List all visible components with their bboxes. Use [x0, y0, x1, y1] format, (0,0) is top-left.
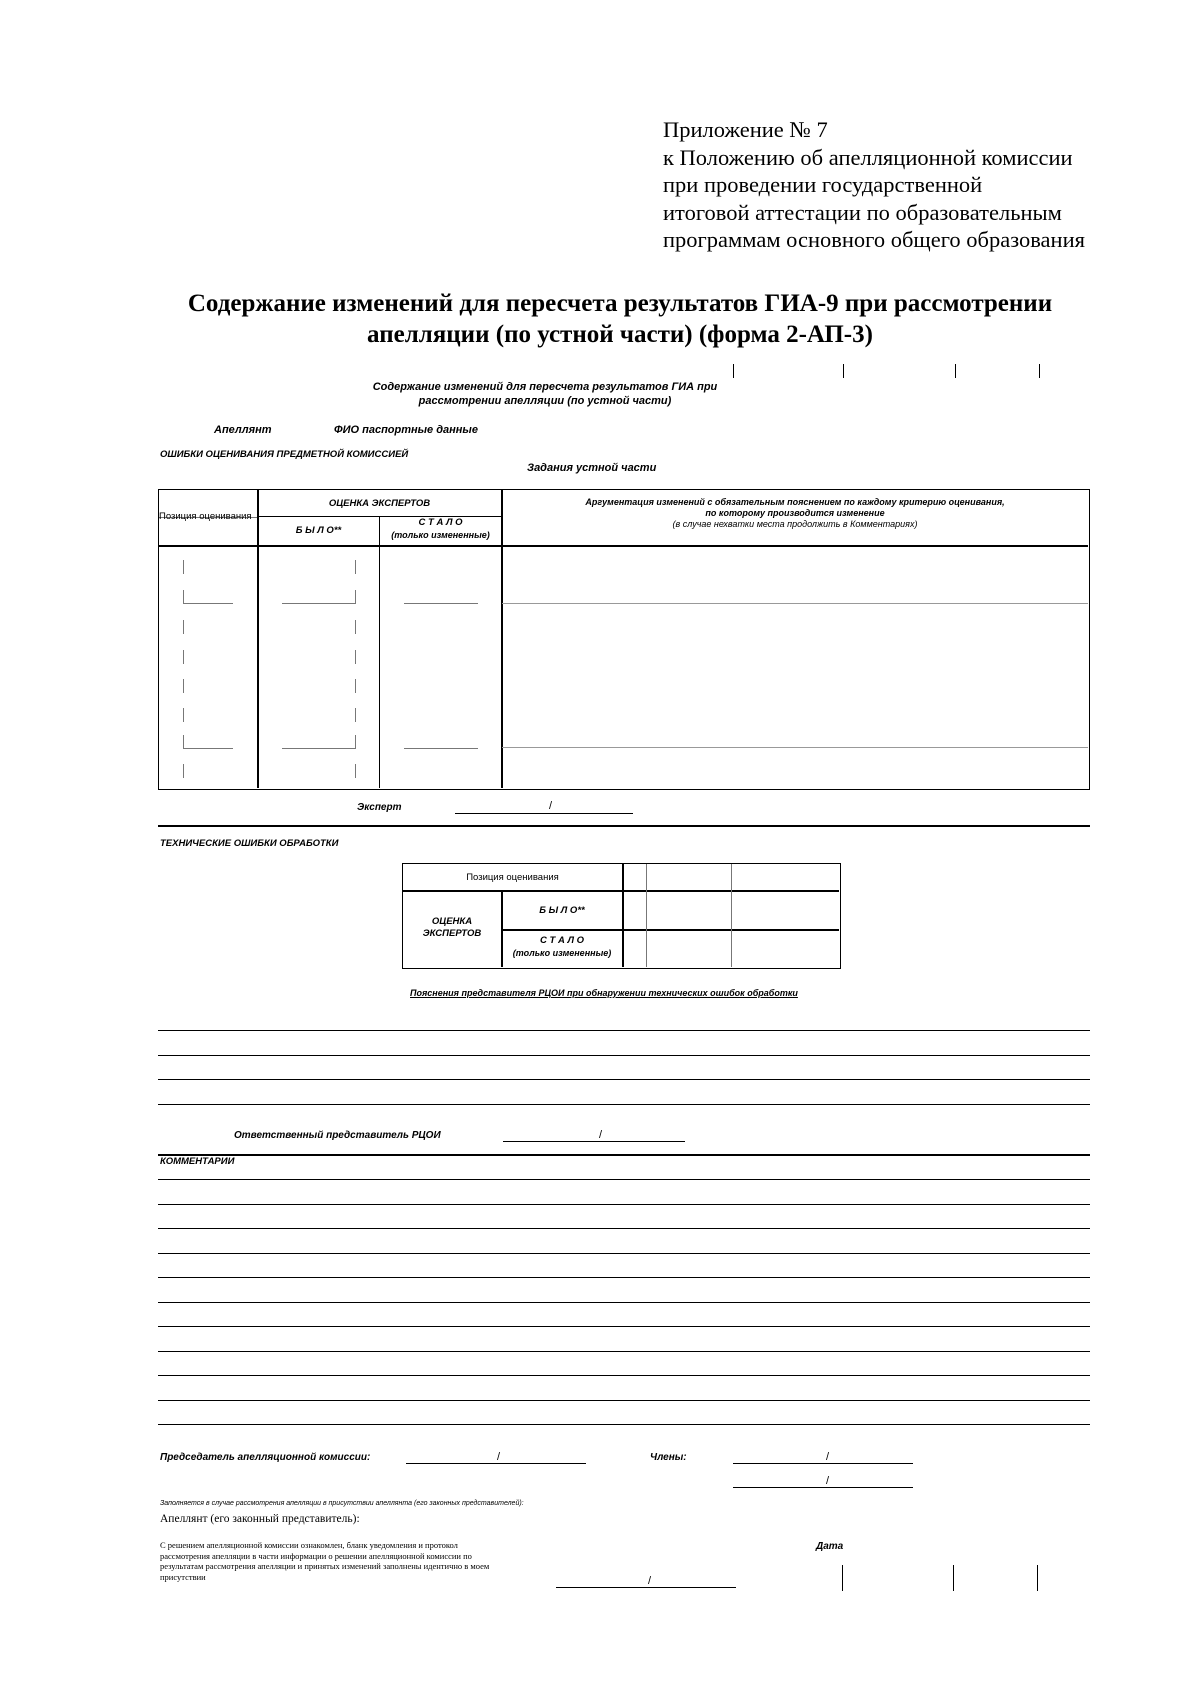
- registration-mark: [1039, 364, 1040, 378]
- appendix-line: итоговой аттестации по образовательным: [663, 199, 1062, 225]
- tasks-heading: Задания устной части: [527, 462, 657, 474]
- table-vline: [501, 490, 503, 788]
- expert-slash: /: [549, 800, 553, 812]
- comment-line[interactable]: [158, 1204, 1090, 1205]
- col-position-header: Позиция оценивания: [159, 510, 252, 522]
- appellant-label: Апеллянт: [214, 424, 272, 436]
- member-slash: /: [826, 1451, 830, 1463]
- col-argument-line-2: по которому производится изменение: [705, 508, 885, 518]
- position-entry-underline: [183, 748, 233, 749]
- appellant-rep-label: Апеллянт (его законный представитель):: [160, 1513, 360, 1525]
- col-was-header: Б Ы Л О**: [295, 524, 342, 536]
- comment-line[interactable]: [158, 1351, 1090, 1352]
- col-became-note: (только измененные): [391, 530, 490, 540]
- document-title: [150, 288, 1090, 350]
- technical-table: [402, 863, 841, 969]
- explanation-line[interactable]: [158, 1030, 1090, 1031]
- comment-line[interactable]: [158, 1400, 1090, 1401]
- appendix-block: [663, 116, 1085, 254]
- rcoi-signature-line[interactable]: [503, 1141, 685, 1142]
- was-entry-mark[interactable]: [355, 560, 356, 574]
- was-entry-mark[interactable]: [355, 764, 356, 778]
- form-heading: [330, 380, 760, 408]
- consent-signature-line[interactable]: [556, 1587, 736, 1588]
- col-argument-header: [502, 497, 1088, 530]
- fill-note: Заполняется в случае рассмотрения апелляции в присутствии апеллянта (его законных представителей):: [160, 1500, 524, 1507]
- table2-vline: [731, 864, 732, 967]
- col-argument-line-1: Аргументация изменений с обязательным пояснением по каждому критерию оценивания,: [585, 497, 1005, 507]
- table-vline: [379, 516, 380, 788]
- date-field-mark[interactable]: [842, 1565, 843, 1591]
- became-entry-underline[interactable]: [404, 748, 478, 749]
- consent-line-2: рассмотрения апелляции в части информации о решении апелляционной комиссии по: [160, 1550, 472, 1561]
- was-entry-mark[interactable]: [355, 590, 356, 604]
- comment-line[interactable]: [158, 1277, 1090, 1278]
- col-became-header: [380, 517, 501, 541]
- member-signature-line[interactable]: [733, 1487, 913, 1488]
- argument-row-line: [502, 747, 1088, 748]
- argument-row-line: [502, 603, 1088, 604]
- rcoi-slash: /: [599, 1129, 603, 1141]
- date-field-mark[interactable]: [1037, 1565, 1038, 1591]
- table2-expert-line-1: ОЦЕНКА: [431, 916, 473, 927]
- registration-mark: [955, 364, 956, 378]
- was-entry-mark[interactable]: [355, 708, 356, 722]
- chairman-slash: /: [497, 1451, 501, 1463]
- rcoi-rep-label: Ответственный представитель РЦОИ: [234, 1130, 441, 1141]
- consent-line-4: присутствии: [160, 1571, 206, 1582]
- member-signature-line[interactable]: [733, 1463, 913, 1464]
- appellant-value[interactable]: ФИО паспортные данные: [334, 424, 478, 436]
- consent-line-3: результатам рассмотрения апелляции и принятых изменений заполнены идентично в моем: [160, 1561, 490, 1571]
- col-became-label: С Т А Л О: [418, 517, 463, 528]
- col-argument-line-3: (в случае нехватки места продолжить в Комментариях): [672, 519, 918, 529]
- grading-table: [158, 489, 1090, 790]
- comment-line[interactable]: [158, 1228, 1090, 1229]
- table2-vline: [646, 864, 647, 967]
- comment-line[interactable]: [158, 1302, 1090, 1303]
- section-divider: [158, 1154, 1090, 1156]
- position-entry-mark[interactable]: [183, 560, 184, 574]
- explanation-line[interactable]: [158, 1055, 1090, 1056]
- position-entry-mark[interactable]: [183, 764, 184, 778]
- table-header-divider: [159, 545, 1088, 547]
- members-label: Члены:: [650, 1452, 687, 1463]
- date-label: Дата: [816, 1541, 844, 1552]
- form-heading-line-1: Содержание изменений для пересчета результатов ГИА при: [372, 381, 718, 393]
- table2-expert-label: [403, 916, 501, 940]
- expert-signature-line[interactable]: [455, 813, 633, 814]
- table2-became-note: (только измененные): [512, 948, 612, 958]
- position-entry-mark[interactable]: [183, 650, 184, 664]
- table2-divider: [501, 929, 839, 931]
- comment-line[interactable]: [158, 1326, 1090, 1327]
- table2-expert-line-2: ЭКСПЕРТОВ: [422, 928, 482, 939]
- table2-became-text: С Т А Л О: [540, 935, 584, 946]
- position-entry-mark[interactable]: [183, 590, 184, 604]
- chairman-label: Председатель апелляционной комиссии:: [160, 1452, 371, 1463]
- member-slash: /: [826, 1475, 830, 1487]
- position-entry-mark[interactable]: [183, 708, 184, 722]
- section-divider: [158, 825, 1090, 827]
- table2-was-label: Б Ы Л О**: [539, 904, 585, 916]
- was-entry-mark[interactable]: [355, 650, 356, 664]
- became-entry-underline[interactable]: [404, 603, 478, 604]
- expert-label: Эксперт: [357, 802, 402, 813]
- table2-vline: [622, 864, 624, 967]
- grading-errors-heading: ОШИБКИ ОЦЕНИВАНИЯ ПРЕДМЕТНОЙ КОМИССИЕЙ: [160, 449, 409, 460]
- position-entry-underline: [183, 603, 233, 604]
- explanation-line[interactable]: [158, 1079, 1090, 1080]
- table2-became-label: [502, 935, 622, 959]
- title-line-1: Содержание изменений для пересчета результатов ГИА-9 при рассмотрении: [187, 290, 1053, 317]
- comments-heading: КОММЕНТАРИИ: [160, 1156, 235, 1167]
- title-line-2: апелляции (по устной части) (форма 2-АП-3): [367, 321, 873, 348]
- date-field-mark[interactable]: [953, 1565, 954, 1591]
- comment-line[interactable]: [158, 1179, 1090, 1180]
- consent-slash: /: [648, 1575, 652, 1587]
- chairman-signature-line[interactable]: [406, 1463, 586, 1464]
- rcoi-explanations-heading: Пояснения представителя РЦОИ при обнаружении технических ошибок обработки: [410, 988, 798, 998]
- was-entry-mark[interactable]: [355, 735, 356, 749]
- appendix-line: Приложение № 7: [663, 117, 828, 142]
- was-entry-underline: [282, 748, 356, 749]
- technical-errors-heading: ТЕХНИЧЕСКИЕ ОШИБКИ ОБРАБОТКИ: [160, 838, 339, 849]
- appendix-line: при проведении государственной: [663, 172, 983, 197]
- consent-text: [160, 1540, 560, 1582]
- was-entry-underline: [282, 603, 356, 604]
- appendix-line: к Положению об апелляционной комиссии: [663, 144, 1073, 170]
- was-entry-mark[interactable]: [355, 620, 356, 634]
- was-entry-mark[interactable]: [355, 679, 356, 693]
- table2-position-label: Позиция оценивания: [466, 871, 559, 883]
- appendix-line: программам основного общего образования: [663, 227, 1085, 252]
- form-heading-line-2: рассмотрении апелляции (по устной части): [418, 395, 672, 407]
- registration-mark: [733, 364, 734, 378]
- comment-line[interactable]: [158, 1253, 1090, 1254]
- explanation-line[interactable]: [158, 1104, 1090, 1105]
- comment-line[interactable]: [158, 1375, 1090, 1376]
- consent-line-1: С решением апелляционной комиссии ознакомлен, бланк уведомления и протокол: [160, 1540, 458, 1550]
- comment-line[interactable]: [158, 1424, 1090, 1425]
- position-entry-mark[interactable]: [183, 620, 184, 634]
- position-entry-mark[interactable]: [183, 679, 184, 693]
- registration-mark: [843, 364, 844, 378]
- col-expert-group-header: ОЦЕНКА ЭКСПЕРТОВ: [328, 497, 431, 509]
- position-entry-mark[interactable]: [183, 735, 184, 749]
